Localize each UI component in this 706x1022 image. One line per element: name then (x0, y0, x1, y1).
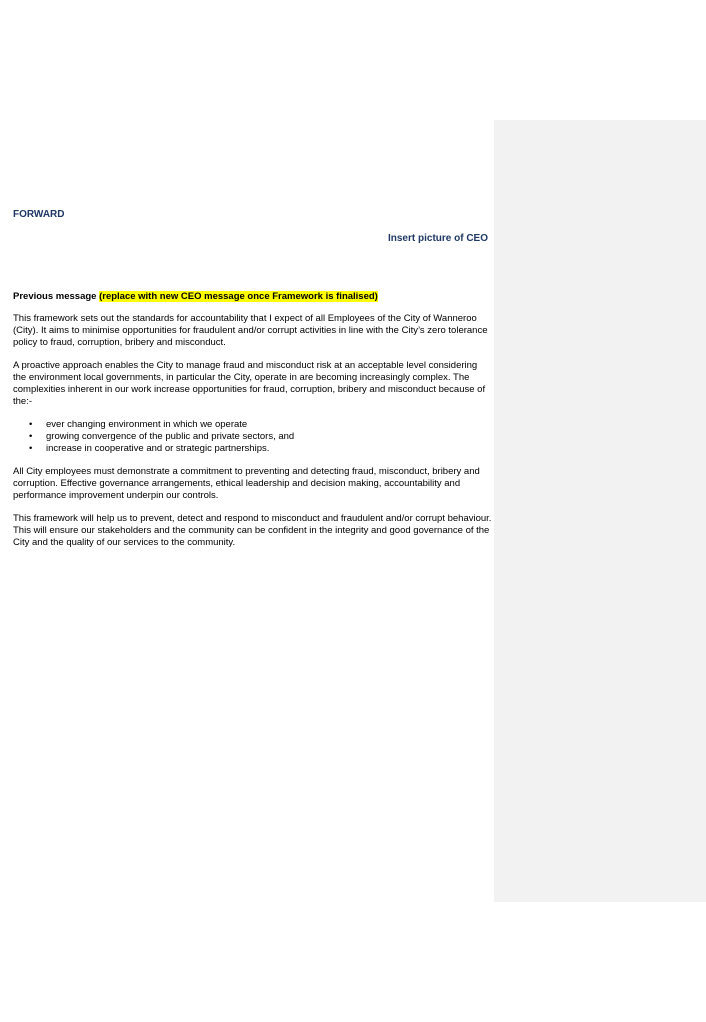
comment-pane (494, 120, 706, 902)
list-item-text: growing convergence of the public and private sectors, and (46, 431, 295, 442)
highlighted-note: (replace with new CEO message once Framework is finalised) (99, 291, 378, 302)
paragraph: A proactive approach enables the City to manage fraud and misconduct risk at an acceptable level considering the environment local governments, in particular the City, operate in are becoming increasingly complex. The complexities inherent in our work increase opportunities for fraud, corruption, bribery and misconduct because of the:- (13, 360, 486, 407)
paragraph: All City employees must demonstrate a commitment to preventing and detecting fraud, misconduct, bribery and corruption. Effective governance arrangements, ethical leadership and decision making, accountability and performance improvement underpin our controls. (13, 466, 480, 501)
bullet-list (13, 419, 493, 455)
list-item-text: ever changing environment in which we operate (46, 419, 248, 430)
list-item (13, 443, 493, 455)
bullet-icon: • (29, 419, 33, 430)
list-item (13, 431, 493, 443)
list-item-text: increase in cooperative and or strategic partnerships. (46, 443, 270, 454)
document-body (13, 291, 493, 560)
bullet-icon: • (29, 443, 33, 454)
ceo-picture-placeholder: Insert picture of CEO (387, 233, 488, 244)
paragraph: This framework will help us to prevent, detect and respond to misconduct and fraudulent and/or corrupt behaviour. This will ensure our stakeholders and the community can be confident in the integrity and good governance of the City and the quality of our services to the community. (13, 513, 492, 548)
message-title: Previous message (13, 291, 97, 302)
list-item (13, 419, 493, 431)
message-title-line (13, 291, 493, 303)
paragraph: This framework sets out the standards for accountability that I expect of all Employees of the City of Wanneroo (City). It aims to minimise opportunities for fraudulent and/or corrupt activities in line with the City’s zero tolerance policy to fraud, corruption, bribery and misconduct. (13, 313, 488, 348)
bullet-icon: • (29, 431, 33, 442)
section-heading: FORWARD (13, 209, 65, 220)
